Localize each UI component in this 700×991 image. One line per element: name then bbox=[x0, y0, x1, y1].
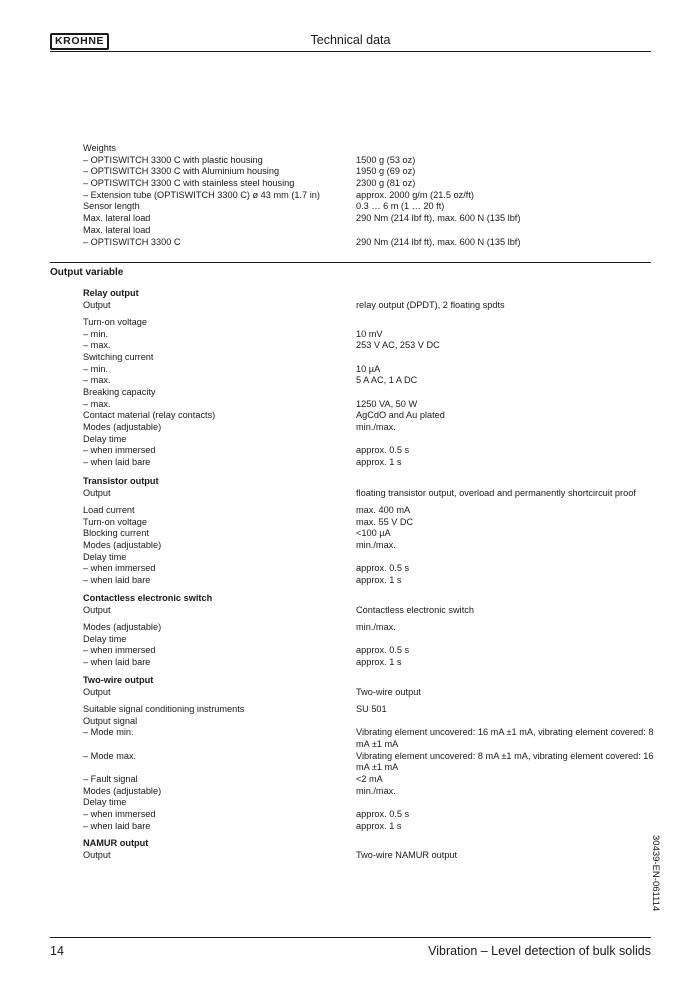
spec-label: – when laid bare bbox=[83, 575, 151, 585]
spec-label: Output bbox=[83, 604, 111, 615]
spec-value: 5 A AC, 1 A DC bbox=[356, 375, 418, 386]
spec-value: SU 501 bbox=[356, 703, 387, 714]
spec-label: – max. bbox=[83, 340, 111, 351]
spec-value: approx. 1 s bbox=[356, 656, 402, 667]
spec-value: 0.3 … 6 m (1 … 20 ft) bbox=[356, 201, 445, 212]
footer-title: Vibration – Level detection of bulk solids bbox=[428, 944, 651, 958]
spec-value: approx. 0.5 s bbox=[356, 445, 410, 456]
spec-value: min./max. bbox=[356, 422, 396, 433]
spec-value: approx. 0.5 s bbox=[356, 809, 410, 820]
spec-value: 2300 g (81 oz) bbox=[356, 178, 416, 189]
namur-output-block bbox=[83, 838, 651, 861]
spec-label: – Mode max. bbox=[83, 750, 137, 761]
spec-label: Max. lateral load bbox=[83, 224, 151, 235]
transistor-output-block bbox=[83, 476, 651, 587]
spec-label: Modes (adjustable) bbox=[83, 621, 162, 632]
footer-rule bbox=[50, 937, 651, 938]
spec-label: Modes (adjustable) bbox=[83, 785, 162, 796]
spec-label: – when laid bare bbox=[83, 656, 151, 667]
spec-value: <100 µA bbox=[356, 528, 391, 539]
relay-output-block bbox=[83, 288, 651, 469]
spec-label: – OPTISWITCH 3300 C with stainless steel housing bbox=[83, 178, 295, 189]
page-header bbox=[50, 33, 651, 51]
spec-label: – max. bbox=[83, 375, 111, 386]
header-title: Technical data bbox=[310, 33, 391, 47]
spec-label: Weights bbox=[83, 143, 117, 153]
spec-value: max. 55 V DC bbox=[356, 516, 414, 527]
spec-value: min./max. bbox=[356, 785, 396, 796]
spec-value: Vibrating element uncovered: 16 mA ±1 mA, vibrating element covered: 8 mA ±1 mA bbox=[356, 727, 654, 749]
spec-label: Output bbox=[83, 849, 111, 860]
spec-label: Load current bbox=[83, 504, 135, 515]
contactless-switch-block bbox=[83, 593, 651, 669]
spec-value: 1950 g (69 oz) bbox=[356, 166, 416, 177]
spec-label: – Mode min. bbox=[83, 727, 134, 738]
spec-label: – when immersed bbox=[83, 809, 156, 820]
krohne-logo: KROHNE bbox=[50, 33, 109, 50]
spec-value: Vibrating element uncovered: 8 mA ±1 mA, vibrating element covered: 16 mA ±1 mA bbox=[356, 750, 654, 773]
spec-label: – when immersed bbox=[83, 445, 156, 456]
spec-value: approx. 2000 g/m (21.5 oz/ft) bbox=[356, 189, 474, 200]
spec-value: Two-wire output bbox=[356, 686, 421, 697]
spec-label: – OPTISWITCH 3300 C with Aluminium housing bbox=[83, 166, 280, 177]
spec-label: Modes (adjustable) bbox=[83, 422, 162, 433]
spec-value: 10 µA bbox=[356, 363, 381, 374]
spec-label: Delay time bbox=[83, 551, 127, 562]
spec-value: min./max. bbox=[356, 621, 396, 632]
spec-value: approx. 0.5 s bbox=[356, 645, 410, 656]
spec-label: Output bbox=[83, 299, 111, 310]
two-wire-output-block bbox=[83, 675, 654, 832]
spec-label: – Fault signal bbox=[83, 774, 138, 785]
spec-label: Switching current bbox=[83, 351, 154, 362]
document-code: 30439-EN-061114 bbox=[650, 835, 661, 912]
spec-label: Delay time bbox=[83, 797, 127, 808]
section-title: Output variable bbox=[50, 267, 124, 278]
spec-value: max. 400 mA bbox=[356, 504, 411, 515]
spec-label: Turn-on voltage bbox=[83, 316, 148, 327]
spec-value: 253 V AC, 253 V DC bbox=[356, 340, 440, 351]
spec-value: AgCdO and Au plated bbox=[356, 410, 445, 421]
spec-label: Blocking current bbox=[83, 528, 149, 539]
header-rule bbox=[50, 51, 651, 52]
spec-label: – max. bbox=[83, 398, 111, 409]
spec-value: min./max. bbox=[356, 539, 396, 550]
spec-value: approx. 1 s bbox=[356, 820, 402, 831]
spec-label: – OPTISWITCH 3300 C bbox=[83, 236, 181, 247]
subsection-heading: Contactless electronic switch bbox=[83, 593, 213, 603]
spec-label: – when immersed bbox=[83, 645, 156, 656]
spec-value: 290 Nm (214 lbf ft), max. 600 N (135 lbf) bbox=[356, 236, 521, 247]
spec-label: Sensor length bbox=[83, 201, 140, 212]
spec-label: Output signal bbox=[83, 715, 138, 726]
spec-value: Two-wire NAMUR output bbox=[356, 849, 458, 860]
spec-value: Contactless electronic switch bbox=[356, 604, 474, 615]
spec-label: – min. bbox=[83, 328, 109, 339]
spec-label: Delay time bbox=[83, 633, 127, 644]
spec-label: – OPTISWITCH 3300 C with plastic housing bbox=[83, 154, 263, 165]
spec-label: Turn-on voltage bbox=[83, 516, 148, 527]
spec-label: – when laid bare bbox=[83, 820, 151, 831]
spec-label: – when immersed bbox=[83, 563, 156, 574]
spec-value: 290 Nm (214 lbf ft), max. 600 N (135 lbf) bbox=[356, 213, 521, 224]
subsection-heading: NAMUR output bbox=[83, 838, 149, 848]
spec-value: floating transistor output, overload and permanently shortcircuit proof bbox=[356, 487, 636, 498]
spec-label: Output bbox=[83, 686, 111, 697]
subsection-heading: Transistor output bbox=[83, 476, 159, 486]
spec-value: 10 mV bbox=[356, 328, 383, 339]
subsection-heading: Relay output bbox=[83, 288, 139, 298]
spec-label: Delay time bbox=[83, 433, 127, 444]
spec-label: Max. lateral load bbox=[83, 213, 151, 224]
spec-value: approx. 0.5 s bbox=[356, 563, 410, 574]
spec-value: 1500 g (53 oz) bbox=[356, 154, 416, 165]
spec-value: <2 mA bbox=[356, 774, 383, 785]
weights-block bbox=[83, 143, 651, 248]
section-rule bbox=[50, 262, 651, 263]
spec-label: Breaking capacity bbox=[83, 387, 156, 397]
spec-label: – min. bbox=[83, 363, 109, 374]
spec-label: Suitable signal conditioning instruments bbox=[83, 703, 245, 714]
spec-label: – when laid bare bbox=[83, 457, 151, 468]
page-number: 14 bbox=[50, 944, 64, 958]
spec-label: Modes (adjustable) bbox=[83, 539, 162, 550]
spec-label: – Extension tube (OPTISWITCH 3300 C) ø 43 mm (1.7 in) bbox=[83, 189, 320, 200]
spec-value: approx. 1 s bbox=[356, 575, 402, 585]
spec-value: approx. 1 s bbox=[356, 457, 402, 468]
spec-label: Contact material (relay contacts) bbox=[83, 410, 216, 421]
spec-label: Output bbox=[83, 487, 111, 498]
spec-value: 1250 VA, 50 W bbox=[356, 398, 418, 409]
spec-value: relay output (DPDT), 2 floating spdts bbox=[356, 299, 505, 310]
subsection-heading: Two-wire output bbox=[83, 675, 154, 685]
